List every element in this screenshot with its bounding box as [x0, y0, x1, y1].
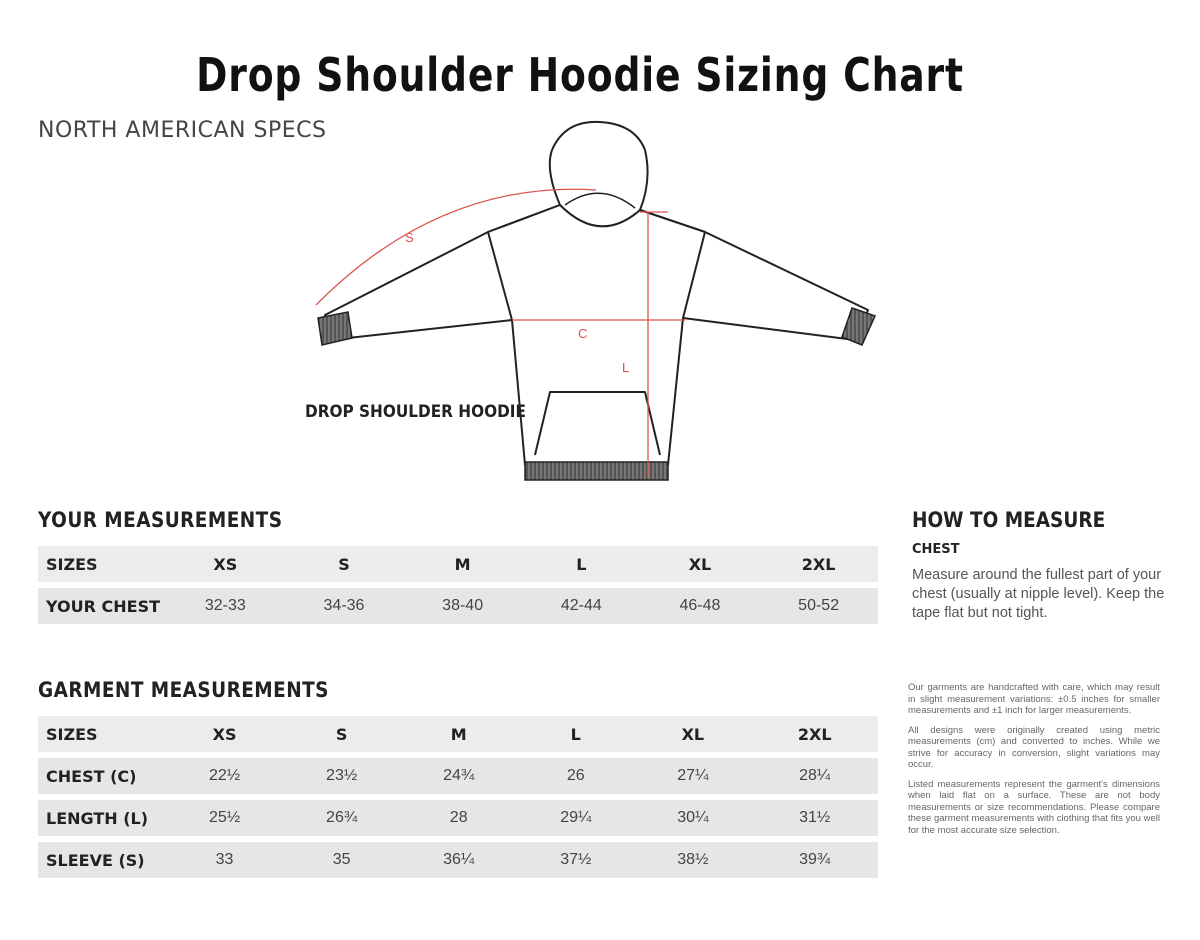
- size-header: XS: [166, 546, 285, 582]
- how-to-measure-text: Measure around the fullest part of your chest (usually at nipple level). Keep the tape flat but not tight.: [912, 567, 1165, 621]
- size-header: M: [403, 546, 522, 582]
- table-cell: 50-52: [759, 588, 878, 624]
- diagram-label: DROP SHOULDER HOODIE: [305, 402, 526, 422]
- note-paragraph: All designs were originally created using metric measurements (cm) and converted to inches. While we strive for accuracy in conversion, slight variations may occur.: [908, 724, 1160, 770]
- table-cell: 33: [166, 842, 283, 878]
- row-label: YOUR CHEST: [38, 588, 166, 624]
- size-header: S: [285, 546, 404, 582]
- table-cell: 30¼: [634, 800, 751, 836]
- table-cell: 37½: [517, 842, 634, 878]
- size-header: L: [517, 716, 634, 752]
- table-row: [38, 800, 878, 836]
- page-title: Drop Shoulder Hoodie Sizing Chart: [196, 48, 964, 102]
- row-label: SLEEVE (S): [38, 842, 166, 878]
- size-header: XS: [166, 716, 283, 752]
- how-to-measure-subtitle: CHEST: [912, 542, 960, 557]
- table-cell: 39¾: [751, 842, 878, 878]
- size-header: L: [522, 546, 641, 582]
- table-cell: 28¼: [751, 758, 878, 794]
- table-cell: 36¼: [400, 842, 517, 878]
- size-header: 2XL: [751, 716, 878, 752]
- size-header: 2XL: [759, 546, 878, 582]
- note-paragraph: Our garments are handcrafted with care, which may result in slight measurement variations: ±0.5 inches for smaller measurements and ±1 inch for larger measurements.: [908, 682, 1160, 716]
- size-header: S: [283, 716, 400, 752]
- table-cell: 25½: [166, 800, 283, 836]
- table-cell: 26: [517, 758, 634, 794]
- table-row: [38, 758, 878, 794]
- length-marker: L: [622, 360, 630, 375]
- table-cell: 22½: [166, 758, 283, 794]
- chest-marker: C: [578, 326, 588, 341]
- table-cell: 46-48: [641, 588, 760, 624]
- table-cell: 35: [283, 842, 400, 878]
- table-cell: 38½: [634, 842, 751, 878]
- table-cell: 42-44: [522, 588, 641, 624]
- size-header: M: [400, 716, 517, 752]
- row-label: SIZES: [38, 716, 166, 752]
- care-notes: [908, 682, 1160, 844]
- table-cell: 26¾: [283, 800, 400, 836]
- table-cell: 29¼: [517, 800, 634, 836]
- table-cell: 38-40: [403, 588, 522, 624]
- row-label: LENGTH (L): [38, 800, 166, 836]
- size-header: XL: [634, 716, 751, 752]
- table-row: [38, 588, 878, 624]
- table-cell: 32-33: [166, 588, 285, 624]
- table-cell: 24¾: [400, 758, 517, 794]
- garment-measurements-title: GARMENT MEASUREMENTS: [38, 678, 329, 702]
- hoodie-diagram: [300, 115, 890, 490]
- hem-rib-shape: [525, 462, 668, 480]
- sleeve-marker: S: [405, 230, 414, 245]
- table-cell: 28: [400, 800, 517, 836]
- your-measurements-table: [38, 540, 878, 630]
- table-cell: 27¼: [634, 758, 751, 794]
- table-cell: 23½: [283, 758, 400, 794]
- row-label: SIZES: [38, 546, 166, 582]
- table-row: [38, 842, 878, 878]
- region-subtitle: NORTH AMERICAN SPECS: [38, 118, 327, 143]
- table-header-row: [38, 716, 878, 752]
- note-paragraph: Listed measurements represent the garment's dimensions when laid flat on a surface. These are not body measurements or size recommendations. Please compare these garment measurements with clothing that fits you well for the most accurate size selection.: [908, 778, 1160, 836]
- garment-measurements-table: [38, 710, 878, 884]
- body-shape: [488, 205, 705, 465]
- how-to-measure-title: HOW TO MEASURE: [912, 508, 1106, 532]
- table-header-row: [38, 546, 878, 582]
- your-measurements-title: YOUR MEASUREMENTS: [38, 508, 283, 532]
- table-cell: 31½: [751, 800, 878, 836]
- table-cell: 34-36: [285, 588, 404, 624]
- size-header: XL: [641, 546, 760, 582]
- row-label: CHEST (C): [38, 758, 166, 794]
- left-cuff-shape: [318, 312, 352, 345]
